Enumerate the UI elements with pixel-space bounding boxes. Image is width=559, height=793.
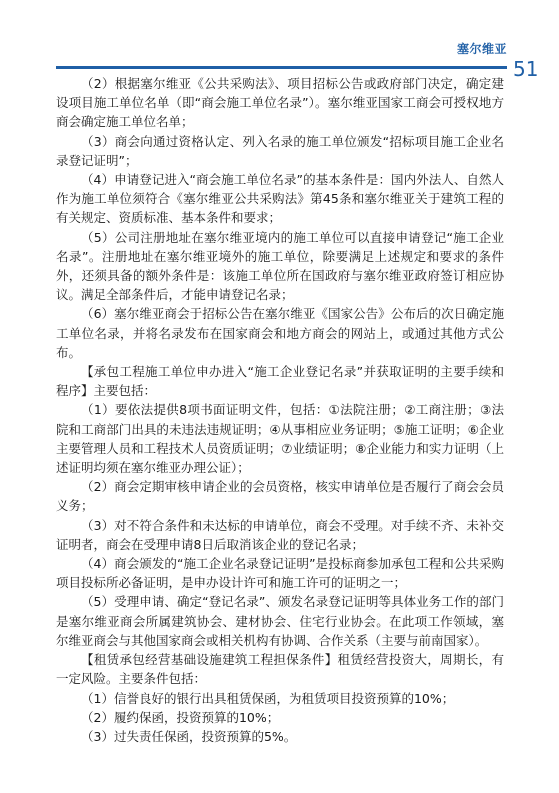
paragraph-procedure-step-5: （5）受理申请、确定“登记名录”、颁发名录登记证明等具体业务工作的部门是塞尔维亚商会所属建筑协会、建材协会、住宅行业协会。在此项工作领域，塞尔维亚商会与其他国家商会或相关机构有协调、合作关系（主要与前南国家）。 <box>56 594 504 648</box>
running-header-title: 塞尔维亚 <box>457 42 508 56</box>
body-text <box>56 74 504 746</box>
page-number: 51 <box>513 57 539 81</box>
paragraph-registration-step-2: （2）根据塞尔维亚《公共采购法》、项目招标公告或政府部门决定，确定建设项目施工单位名单（即“商会施工单位名录”）。塞尔维亚国家工商会可授权地方商会确定施工单位名单； <box>56 76 504 130</box>
paragraph-procedure-step-3: （3）对不符合条件和未达标的申请单位，商会不受理。对手续不齐、未补交证明者，商会在受理申请8日后取消该企业的登记名录； <box>56 517 504 552</box>
paragraph-registration-step-6: （6）塞尔维亚商会于招标公告在塞尔维亚《国家公告》公布后的次日确定施工单位名录，并将名录发布在国家商会和地方商会的网站上，或通过其他方式公布。 <box>56 306 504 360</box>
paragraph-registration-step-4: （4）申请登记进入“商会施工单位名录”的基本条件是：国内外法人、自然人作为施工单位须符合《塞尔维亚公共采购法》第45条和塞尔维亚关于建筑工程的有关规定、资质标准、基本条件和要求； <box>56 172 504 226</box>
paragraph-procedure-step-4: （4）商会颁发的“施工企业名录登记证明”是投标商参加承包工程和公共采购项目投标所必备证明，是申办设计许可和施工许可的证明之一； <box>56 556 504 591</box>
section-heading-procedures: 【承包工程施工单位申办进入“施工企业登记名录”并获取证明的主要手续和程序】主要包括： <box>56 364 504 399</box>
paragraph-guarantee-2: （2）履约保函，投资预算的10%； <box>81 709 280 725</box>
paragraph-procedure-step-2: （2）商会定期审核申请企业的会员资格，核实申请单位是否履行了商会会员义务； <box>56 479 504 514</box>
paragraph-registration-step-3: （3）商会向通过资格认定、列入名录的施工单位颁发“招标项目施工企业名录登记证明”； <box>56 133 504 168</box>
section-heading-guarantees: 【租赁承包经营基础设施建筑工程担保条件】租赁经营投资大，周期长，有一定风险。主要条件包括： <box>56 652 504 687</box>
header-rule <box>56 66 507 69</box>
paragraph-registration-step-5: （5）公司注册地址在塞尔维亚境内的施工单位可以直接申请登记“施工企业名录”。注册地址在塞尔维亚境外的施工单位，除要满足上述规定和要求的条件外，还须具备的额外条件是：该施工单位所在国政府与塞尔维亚政府签订相应协议。满足全部条件后，才能申请登记名录； <box>56 229 504 303</box>
paragraph-procedure-step-1: （1）要依法提供8项书面证明文件，包括：①法院注册；②工商注册；③法院和工商部门出具的未违法违规证明；④从事相应业务证明；⑤施工证明；⑥企业主要管理人员和工程技术人员资质证明；⑦业绩证明；⑧企业能力和实力证明（上述证明均须在塞尔维亚办理公证）； <box>56 402 504 476</box>
paragraph-guarantee-3: （3）过失责任保函，投资预算的5%。 <box>81 728 297 744</box>
paragraph-guarantee-1: （1）信誉良好的银行出具租赁保函，为租赁项目投资预算的10%； <box>81 690 455 706</box>
